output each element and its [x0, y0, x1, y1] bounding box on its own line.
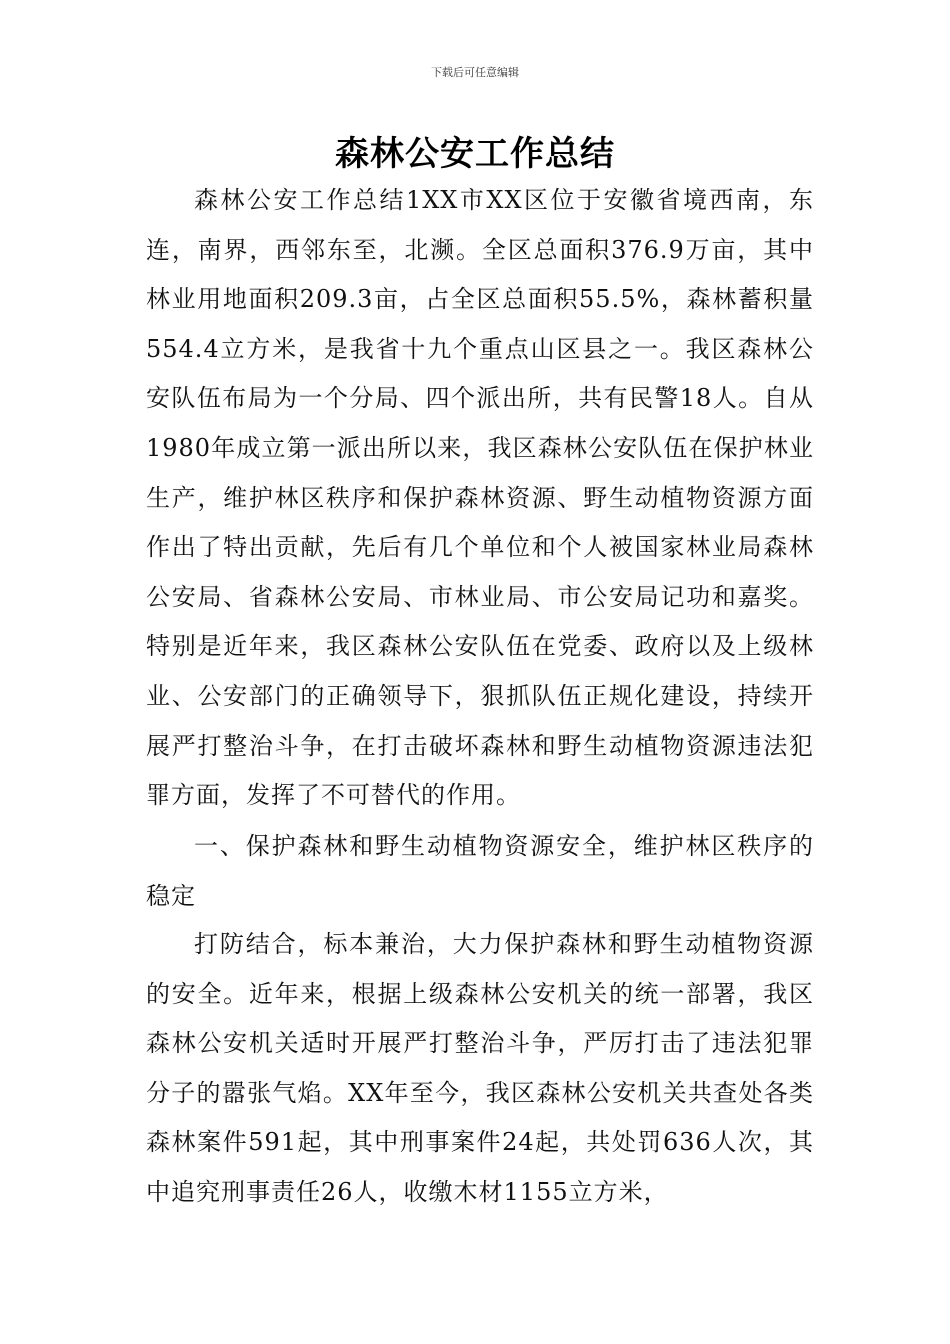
paragraph-section-1: [146, 920, 814, 1218]
header-note: 下载后可任意编辑: [431, 66, 519, 79]
section-heading-1: [146, 822, 814, 921]
document-title: 森林公安工作总结: [335, 134, 615, 174]
paragraph-intro: [146, 176, 814, 821]
paragraph-text: 森林公安工作总结1XX市XX区位于安徽省境西南，东连，南界，西邻东至，北濒。全区总面积376.9万亩，其中林业用地面积209.3亩，占全区总面积55.5%，森林蓄积量554.4立方米，是我省十九个重点山区县之一。我区森林公安队伍布局为一个分局、四个派出所，共有民警18人。自从1980年成立第一派出所以来，我区森林公安队伍在保护林业生产，维护林区秩序和保护森林资源、野生动植物资源方面作出了特出贡献，先后有几个单位和个人被国家林业局森林公安局、省森林公安局、市林业局、市公安局记功和嘉奖。特别是近年来，我区森林公安队伍在党委、政府以及上级林业、公安部门的正确领导下，狠抓队伍正规化建设，持续开展严打整治斗争，在打击破坏森林和野生动植物资源违法犯罪方面，发挥了不可替代的作用。: [146, 186, 814, 810]
paragraph-text: 打防结合，标本兼治，大力保护森林和野生动植物资源的安全。近年来，根据上级森林公安机关的统一部署，我区森林公安机关适时开展严打整治斗争，严厉打击了违法犯罪分子的嚣张气焰。XX年至今，我区森林公安机关共查处各类森林案件591起，其中刑事案件24起，共处罚636人次，其中追究刑事责任26人，收缴木材1155立方米，: [146, 930, 814, 1206]
section-heading-text: 一、保护森林和野生动植物资源安全，维护林区秩序的稳定: [146, 832, 814, 910]
